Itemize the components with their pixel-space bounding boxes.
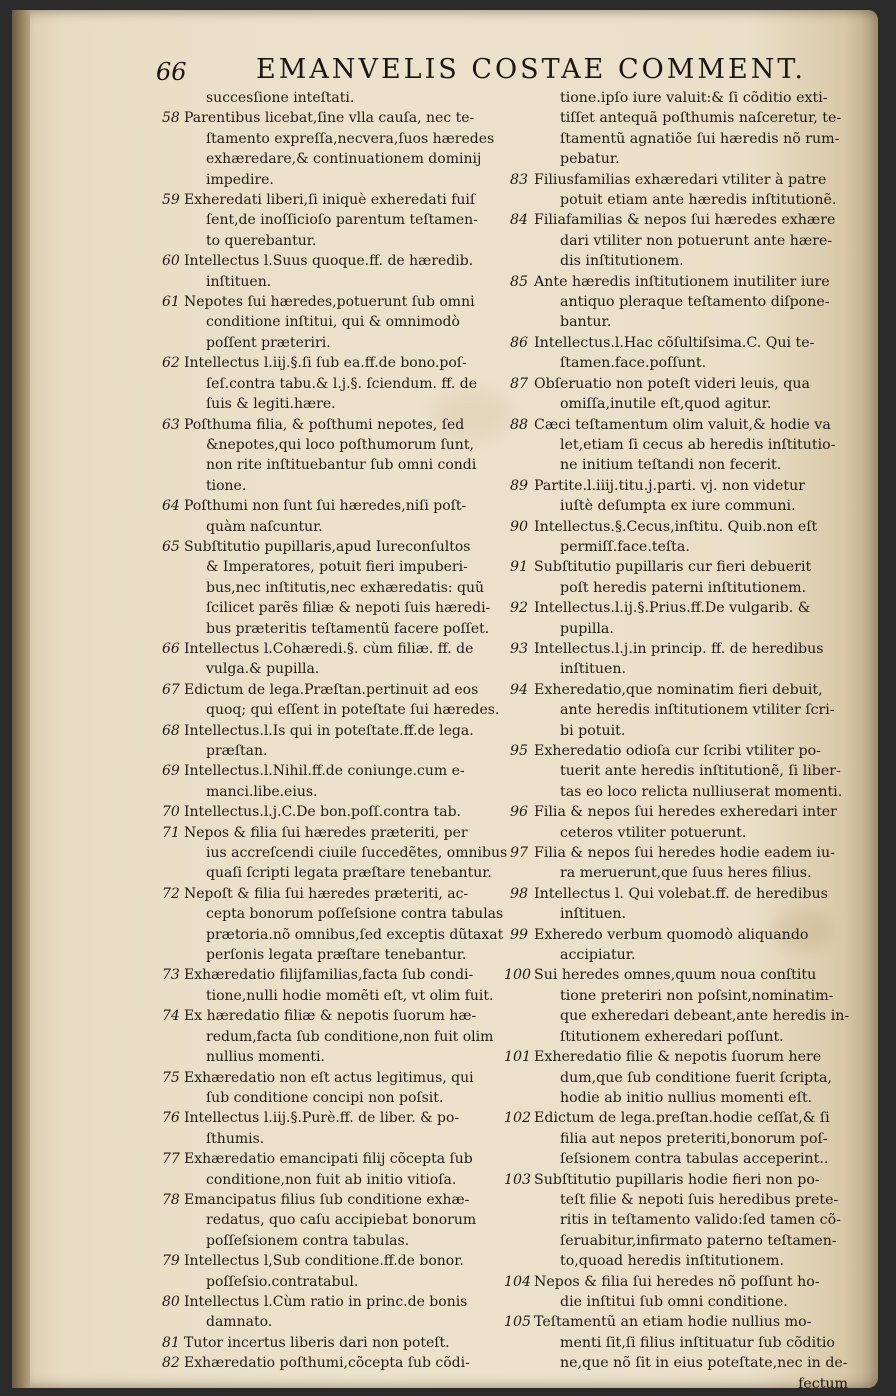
entry-line: accipiatur. [560,947,636,964]
entry-text: Intellectus.l.Is qui in poteſtate.ff.de lega. [184,722,474,739]
index-entry [162,823,508,884]
entry-line: bus,nec inſtitutis,nec exhæredatis: quũ [206,579,485,596]
entry-line: tione preteriri non poſsint,nominatim- [560,987,834,1004]
entry-first-line [162,415,508,435]
index-entry [504,1170,850,1272]
page-number: 66 [156,58,187,86]
entry-number: 64 [162,498,180,515]
index-entry [510,557,850,598]
entry-line: redatus, quo caſu accipiebat bonorum [206,1212,477,1229]
entry-line: ſuis & legiti.hære. [206,396,336,413]
entry-first-line [162,190,508,210]
index-entry [162,1333,508,1353]
entry-first-line [510,680,850,700]
entry-first-line [510,598,850,618]
index-entry [510,210,850,271]
entry-first-line [510,884,850,904]
entry-first-line [504,965,850,985]
entry-text: Intellectus.§.Cecus,inſtitu. Quib.non eſt [534,518,818,535]
entry-line: let,etiam ſi cecus ab heredis inſtitutio- [560,436,836,453]
entry-number: 81 [162,1334,180,1351]
entry-line: ſent,de inoſſicioſo parentum teſtamen- [206,212,478,229]
continuation-line: ſtamentũ agnatiõe ſui hæredis nõ rum- [560,130,840,147]
entry-number: 97 [510,845,529,862]
entry-number: 90 [510,518,529,535]
index-entry [510,415,850,476]
entry-first-line [162,639,508,659]
entry-line: prætoria.nõ omnibus,ſed exceptis dũtaxat [206,926,504,943]
entry-number: 76 [162,1110,180,1127]
entry-line: manci.libe.eius. [206,783,318,800]
entry-first-line [510,476,850,496]
index-entry [162,639,508,680]
index-entry [510,374,850,415]
entry-number: 69 [162,763,180,780]
continuation-line: succesſione inteſtati. [206,90,355,106]
entry-first-line [162,1068,508,1088]
entry-number: 71 [162,824,180,841]
entry-first-line [510,802,850,822]
index-entry [162,496,508,537]
entry-first-line [162,802,508,822]
entry-line: & Imperatores, potuit fieri impuberi- [206,559,468,576]
entry-text: Intellectus l.iij.§.Purè.ff. de liber. & po- [184,1110,460,1127]
entry-number: 88 [510,416,529,433]
entry-number: 65 [162,538,180,555]
entry-first-line [162,537,508,557]
index-entry [162,721,508,762]
index-entry [510,333,850,374]
entry-text: Exheredatio filie & nepotis ſuorum here [534,1049,822,1066]
entry-number: 58 [162,110,180,127]
entry-line: poſſent præteriri. [206,334,331,351]
entry-text: Emancipatus filius ſub conditione exhæ- [184,1191,470,1208]
index-entry [510,680,850,741]
entry-text: Intellectus l.Suus quoque.ff. de hæredib. [184,253,474,270]
entry-line: inſtituen. [560,661,627,678]
entry-line: omiſſa,inutile eſt,quod agitur. [560,396,772,413]
entry-number: 67 [162,681,180,698]
index-entry [510,639,850,680]
entry-line: conditione,non fuit ab initio vitioſa. [206,1171,457,1188]
entry-line: ſcilicet parẽs filiæ & nepoti ſuis hæredi- [206,600,491,617]
index-entry [162,108,508,190]
index-entry [504,1312,850,1373]
entry-number: 66 [162,640,180,657]
entry-text: Exheredo verbum quomodò aliquando [534,926,809,943]
entry-first-line [162,1190,508,1210]
entry-number: 92 [510,600,529,617]
entry-first-line [510,415,850,435]
entry-number: 87 [510,375,529,392]
index-entry [162,884,508,966]
entry-text: Exhæredatio poſthumi,cõcepta ſub cõdi- [184,1355,470,1372]
entry-line: exhæredare,& continuationem dominij [206,151,482,168]
entry-number: 101 [504,1049,532,1066]
entry-text: Parentibus licebat,ſine vlla cauſa, nec te- [184,110,475,127]
entry-number: 74 [162,1008,180,1025]
entry-line: impedire. [206,171,274,188]
entry-number: 91 [510,559,529,576]
entry-line: dis inſtitutionem. [560,253,684,270]
index-entry [162,537,508,639]
entry-number: 61 [162,294,180,311]
entry-line: pupilla. [560,620,614,637]
entry-line: ante heredis inſtitutionem vtiliter ſcri- [560,702,835,719]
entry-number: 60 [162,253,180,270]
entry-first-line [510,333,850,353]
entry-text: Edictum de lega.Præſtan.pertinuit ad eos [184,681,479,698]
continuation-line: pebatur. [560,151,620,168]
entry-line: tione,nulli hodie momẽti eſt, vt olim fuit. [206,987,494,1004]
entry-first-line [510,374,850,394]
index-entry [162,1251,508,1292]
entry-first-line [510,557,850,577]
entry-number: 80 [162,1293,180,1310]
entry-text: Exhæredatio non eſt actus legitimus, qui [184,1069,474,1086]
entry-number: 100 [504,967,532,984]
entry-first-line [162,1353,508,1373]
entry-text: Subſtitutio pupillaris hodie fieri non po- [534,1171,820,1188]
entry-line: potuit etiam ante hæredis inſtitutionẽ. [560,192,837,209]
entry-text: Intellectus l.Cùm ratio in princ.de bonis [184,1293,468,1310]
entry-first-line [162,721,508,741]
entry-text: Tutor incertus liberis dari non poteſt. [184,1334,450,1351]
entry-first-line [162,1251,508,1271]
entry-text: Edictum de lega.preſtan.hodie ceſſat,& ſi [534,1110,830,1127]
entry-first-line [510,272,850,292]
entry-number: 98 [510,885,529,902]
entry-number: 68 [162,722,180,739]
page-gutter [12,10,30,1388]
entry-text: Poſthumi non ſunt ſui hæredes,niſi poſt- [184,498,467,515]
entry-line: quaſi ſcripti legata præſtare tenebantur. [206,865,492,882]
entry-number: 85 [510,273,529,290]
entry-number: 62 [162,355,180,372]
entry-line: ritis in teſtamento valido:ſed tamen cõ- [560,1212,841,1229]
index-entry [162,1149,508,1190]
index-entry [162,1006,508,1067]
entry-number: 86 [510,334,529,351]
entry-first-line [162,108,508,128]
entry-text: Exheredatio,que nominatim fieri debuit, [534,681,823,698]
entry-first-line [504,1312,850,1332]
entry-text: Poſthuma filia, & poſthumi nepotes, ſed [184,416,465,433]
entry-line: ſeſsionem contra tabulas acceperint.. [560,1151,829,1168]
entry-first-line [162,251,508,271]
entry-number: 83 [510,171,529,188]
entry-number: 72 [162,885,180,902]
entry-text: Nepos & filia ſui hæredes præteriti, per [184,824,468,841]
entry-first-line [510,925,850,945]
entry-line: to querebantur. [206,232,317,249]
index-entry [504,1047,850,1108]
entry-line: ſtamen.face.poſſunt. [560,355,707,372]
entry-line: poſſeſsionem contra tabulas. [206,1232,410,1249]
entry-number: 82 [162,1355,180,1372]
entry-number: 59 [162,192,180,209]
entry-text: Exhæredatio emancipati filij cõcepta ſub [184,1151,473,1168]
entry-text: Intellectus.l.ij.§.Prius.ff.De vulgarib. & [534,600,811,617]
entry-line: vulga.& pupilla. [206,661,320,678]
entry-number: 73 [162,967,180,984]
index-entry [510,843,850,884]
index-entry [510,476,850,517]
entry-number: 93 [510,640,529,657]
entry-text: Nepos & filia ſui heredes nõ poſſunt ho- [534,1273,820,1290]
entry-line: bantur. [560,314,612,331]
entry-number: 102 [504,1110,532,1127]
entry-first-line [162,1006,508,1026]
entry-text: Subſtitutio pupillaris cur fieri debuerit [534,559,812,576]
index-entry [162,415,508,497]
entry-line: antiquo pleraque teſtamento diſpone- [560,294,830,311]
entry-line: que exheredari debeant,ante heredis in- [560,1008,850,1025]
entry-text: Subſtitutio pupillaris,apud Iureconſultos [184,538,471,555]
entry-first-line [510,210,850,230]
entry-line: die inſtitui ſub omni conditione. [560,1293,788,1310]
entry-text: Nepotes ſui hæredes,potuerunt ſub omni [184,294,475,311]
right-column [504,88,850,1394]
entry-first-line [504,1170,850,1190]
entry-text: Nepoſt & filia ſui hæredes præteriti, ac- [184,885,469,902]
entry-line: poſt heredis paterni inſtitutionem. [560,579,807,596]
entry-line: perſonis legata præſtare tenebantur. [206,947,467,964]
entry-number: 99 [510,926,529,943]
index-entry [162,353,508,414]
entry-line: tuerit ante heredis inſtitutionẽ, ſi liber- [560,763,841,780]
entry-line: tas eo loco relicta nulliuserat momenti. [560,783,843,800]
index-entry [510,517,850,558]
entry-line: cepta bonorum poſſeſsione contra tabulas [206,906,504,923]
entry-text: Exheredatio odioſa cur ſcribi vtiliter po- [534,743,821,759]
entry-number: 77 [162,1151,180,1168]
entry-text: Filia & nepos ſui heredes hodie eadem iu- [534,845,835,862]
entry-text: Ex hæredatio filiæ & nepotis ſuorum hæ- [184,1008,477,1025]
entry-line: ne initium teſtandi non fecerit. [560,457,782,474]
entry-line: ſtitutionem exheredari poſſunt. [560,1028,784,1045]
entry-first-line [162,1333,508,1353]
index-entry [162,802,508,822]
entry-number: 103 [504,1171,532,1188]
entry-text: Intellectus l,Sub conditione.ff.de bonor. [184,1253,464,1270]
entry-text: Intellectus l. Qui volebat.ff. de heredibus [534,885,828,902]
entry-line: filia aut nepos preteriti,bonorum poſ- [560,1130,828,1147]
entry-line: inſtituen. [206,273,272,290]
left-column [162,88,508,1374]
entry-line: conditione inſtitui, qui & omnimodò [206,314,460,331]
page-header [150,52,830,92]
entry-text: Intellectus.l.j.in princip. ff. de heredibus [534,640,824,657]
entry-line: poſſeſsio.contratabul. [206,1273,359,1290]
index-entry [162,1353,508,1373]
entry-text: Exheredati liberi,ſi iniquè exheredati fuiſ [184,192,476,209]
entry-text: Intellectus.l.Hac cõſultiſsima.C. Qui te- [534,334,815,351]
entry-first-line [504,1108,850,1128]
entry-number: 78 [162,1191,180,1208]
entry-line: ra meruerunt,que ſuus heres filius. [560,865,812,882]
entry-line: ne,que nõ ſit in eius poteſtate,nec in de- [560,1355,848,1372]
entry-first-line [162,965,508,985]
entry-number: 70 [162,804,180,821]
running-head: EMANVELIS COSTAE COMMENT. [256,54,807,85]
index-entry [504,965,850,1047]
continuation-line: tione.ipſo iure valuit:& ſi cõditio exti- [560,90,828,106]
entry-line: damnato. [206,1314,273,1331]
entry-text: Intellectus l.iij.§.ſi ſub ea.ff.de bono.poſ- [184,355,467,372]
index-entry [162,1292,508,1333]
index-entry [510,272,850,333]
entry-first-line [162,1149,508,1169]
entry-line: bi potuit. [560,722,626,739]
entry-first-line [162,680,508,700]
index-entry [510,170,850,211]
entry-first-line [162,884,508,904]
entry-text: Exhæredatio filijfamilias,facta ſub condi- [184,967,474,984]
entry-number: 95 [510,743,529,759]
continuation-line: tiſſet antequã poſthumis naſceretur, te- [560,110,842,127]
entry-number: 105 [504,1314,532,1331]
entry-line: nullius momenti. [206,1049,325,1066]
entry-line: ſeruabitur,infirmato paterno teſtamen- [560,1232,837,1249]
index-entry [162,965,508,1006]
entry-line: dum,que ſub conditione fuerit ſcripta, [560,1069,832,1086]
entry-number: 84 [510,212,529,229]
index-entry [504,1108,850,1169]
entry-text: Partite.l.iiij.titu.j.parti. vj. non videtur [534,477,806,494]
entry-text: Teſtamentũ an etiam hodie nullius mo- [534,1314,812,1331]
entry-first-line [162,292,508,312]
entry-text: Ante hæredis inſtitutionem inutiliter iure [534,273,830,290]
index-entry [510,802,850,843]
entry-first-line [162,1292,508,1312]
entry-text: Intellectus.l.j.C.De bon.poſſ.contra tab. [184,804,462,821]
entry-line: non rite inſtituebantur ſub omni condi [206,457,477,474]
index-entry [510,741,850,802]
entry-text: Cæci teſtamentum olim valuit,& hodie va [534,416,831,433]
index-entry [162,190,508,251]
entry-line: to,quoad heredis inſtitutionem. [560,1253,784,1270]
catchword: fectum [798,1375,848,1392]
entry-line: iuſtè deſumpta ex iure communi. [560,498,796,515]
entry-line: ſtamento expreſſa,necvera,ſuos hæredes [206,130,495,147]
entry-text: Sui heredes omnes,quum noua conſtitu [534,967,817,984]
entry-text: Intellectus.l.Nihil.ff.de coniunge.cum e- [184,763,465,780]
entry-line: ſeſ.contra tabu.& l.j.§. ſciendum. ff. de [206,375,477,392]
entry-first-line [510,170,850,190]
entry-line: quoq; qui eſſent in poteſtate ſui hæredes. [206,702,500,719]
entry-first-line [510,741,850,761]
entry-line: &nepotes,qui loco poſthumorum ſunt, [206,436,474,453]
entry-first-line [510,843,850,863]
entry-line: bus præteritis teſtamentũ facere poſſet. [206,620,490,637]
entry-first-line [504,1272,850,1292]
index-entry [504,1272,850,1313]
index-entry [162,1108,508,1149]
index-entry [162,680,508,721]
index-entry [162,292,508,353]
entry-first-line [162,353,508,373]
entry-line: hodie ab initio nullius momenti eſt. [560,1089,813,1106]
entry-number: 94 [510,681,529,698]
entry-number: 96 [510,804,529,821]
entry-text: Filia & nepos ſui heredes exheredari inter [534,804,837,821]
entry-first-line [162,496,508,516]
entry-first-line [510,639,850,659]
entry-first-line [162,761,508,781]
entry-line: teſt filie & nepoti ſuis heredibus prete- [560,1191,839,1208]
entry-line: menti ſit,ſi filius inſtituatur ſub cõditio [560,1334,835,1351]
entry-number: 79 [162,1253,180,1270]
entry-line: ius accreſcendi ciuile ſuccedẽtes, omnibus [206,845,508,862]
entry-number: 63 [162,416,180,433]
entry-line: tione. [206,477,247,494]
index-entry [510,884,850,925]
entry-line: ſub conditione concipi non poſsit. [206,1089,444,1106]
entry-text: Intellectus l.Cohæredi.§. cùm filiæ. ff. de [184,640,474,657]
entry-number: 89 [510,477,529,494]
index-entry [162,761,508,802]
entry-first-line [504,1047,850,1067]
entry-line: permiſſ.face.teſta. [560,538,690,555]
index-entry [162,1190,508,1251]
entry-line: quàm naſcuntur. [206,518,323,535]
index-entry [162,251,508,292]
entry-line: ſthumis. [206,1130,265,1147]
entry-text: Filiusfamilias exhæredari vtiliter à patre [534,171,827,188]
index-entry [510,925,850,966]
index-entry [510,598,850,639]
entry-number: 75 [162,1069,180,1086]
entry-line: ceteros vtiliter potuerunt. [560,824,747,841]
entry-line: præſtan. [206,743,268,759]
entry-line: dari vtiliter non potuerunt ante hære- [560,232,833,249]
entry-number: 104 [504,1273,532,1290]
entry-text: Obſeruatio non poteſt videri leuis, qua [534,375,810,392]
entry-line: redum,facta ſub conditione,non fuit olim [206,1028,494,1045]
entry-first-line [510,517,850,537]
entry-first-line [162,823,508,843]
entry-line: inſtituen. [560,906,627,923]
entry-text: Filiafamilias & nepos ſui hæredes exhære [534,212,836,229]
index-entry [162,1068,508,1109]
entry-first-line [162,1108,508,1128]
